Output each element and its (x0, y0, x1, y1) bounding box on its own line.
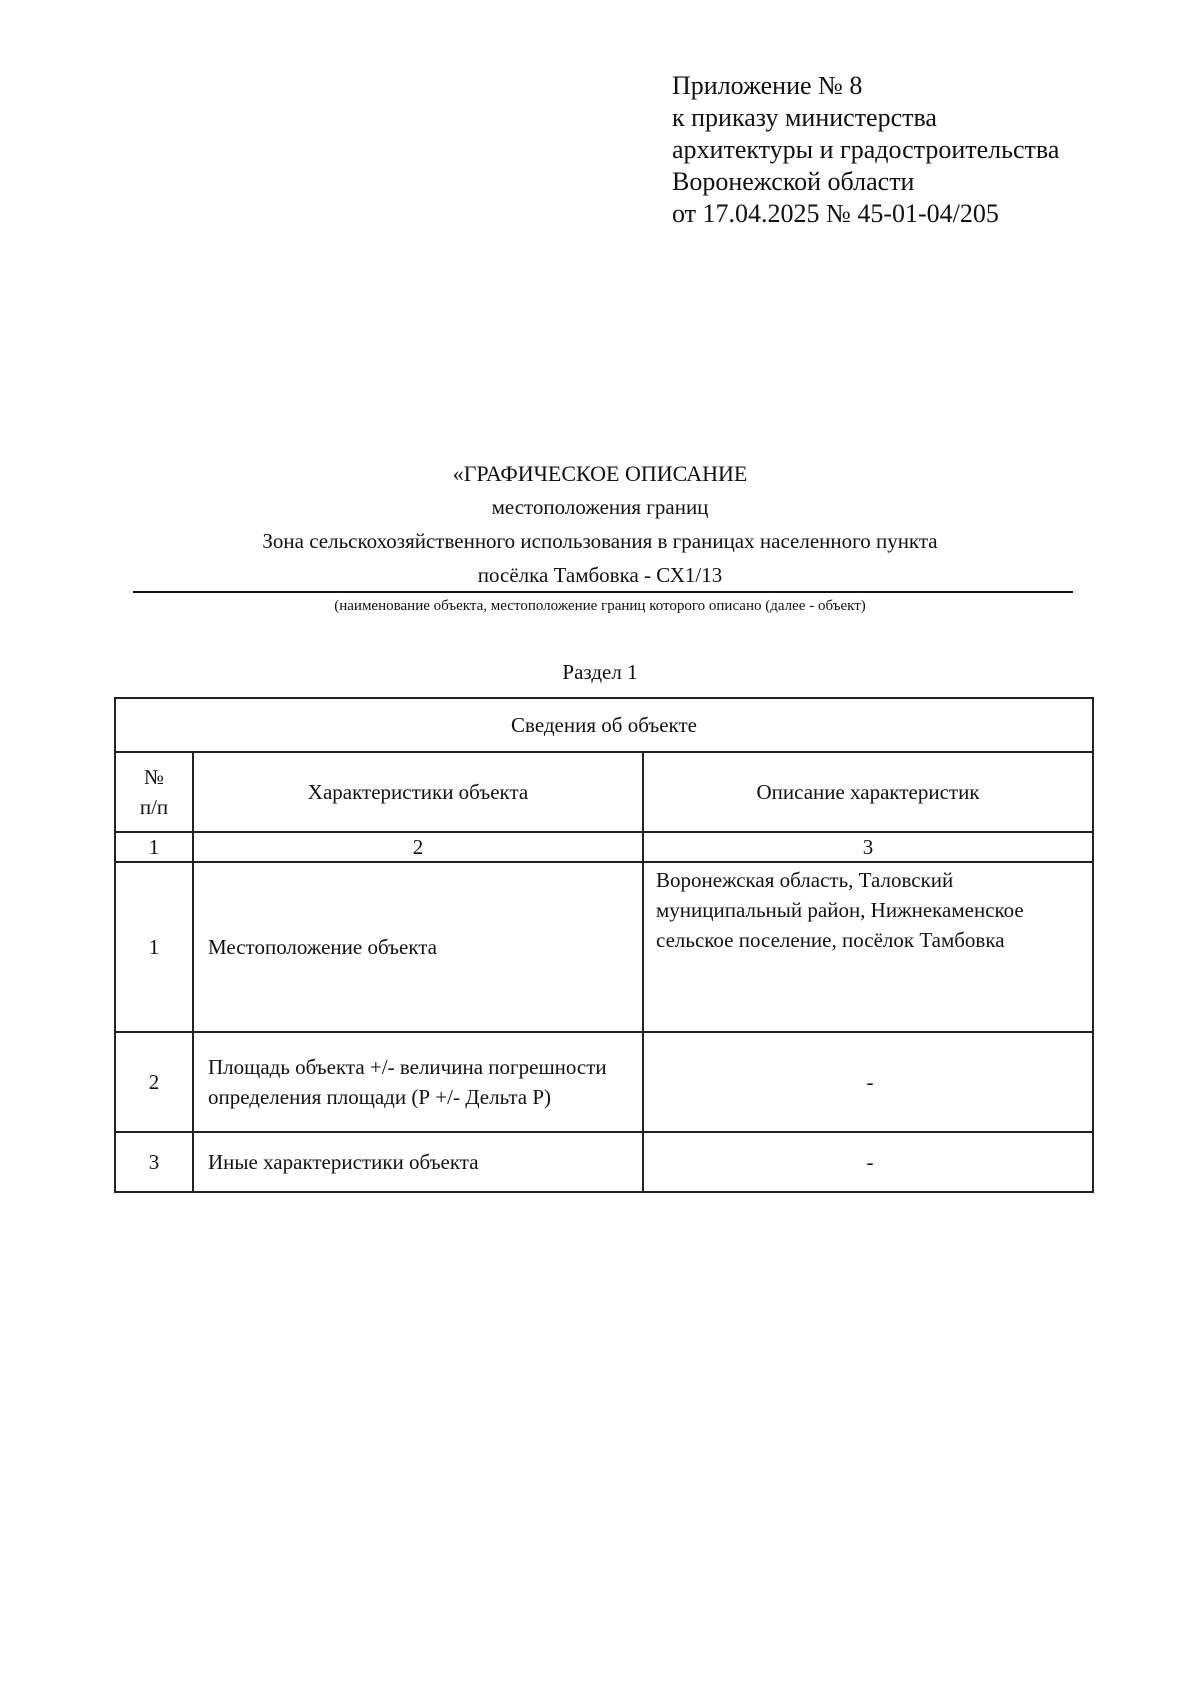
underline-rule (133, 591, 1073, 593)
title-block (0, 458, 1200, 592)
row-characteristic: Местоположение объекта (193, 862, 643, 1032)
header-num-line2: п/п (139, 795, 169, 819)
document-subtitle: местоположения границ (491, 495, 709, 519)
appendix-block (672, 70, 1059, 230)
row-number: 3 (115, 1132, 193, 1192)
header-num (115, 752, 193, 832)
column-index: 3 (643, 832, 1093, 862)
header-characteristics: Характеристики объекта (193, 752, 643, 832)
row-number: 2 (115, 1032, 193, 1132)
column-index: 1 (115, 832, 193, 862)
appendix-line: Приложение № 8 (672, 71, 863, 100)
row-number: 1 (115, 862, 193, 1032)
appendix-line: архитектуры и градостроительства (672, 135, 1060, 164)
column-index-row (115, 832, 1093, 862)
object-name-line-1: Зона сельскохозяйственного использования в границах населенного пункта (262, 529, 938, 553)
column-index: 2 (193, 832, 643, 862)
object-name-line-2: посёлка Тамбовка - СХ1/13 (477, 563, 723, 587)
table-row (115, 1032, 1093, 1132)
object-name-caption: (наименование объекта, местоположение границ которого описано (далее - объект) (334, 598, 866, 614)
table-caption-row (115, 698, 1093, 752)
table-caption: Сведения об объекте (115, 698, 1093, 752)
appendix-line: к приказу министерства (672, 103, 937, 132)
table-row (115, 1132, 1093, 1192)
header-num-line1: № (143, 765, 165, 789)
object-info-table (114, 697, 1094, 1193)
row-description: Воронежская область, Таловский муниципальный район, Нижнекаменское сельское поселение, посёлок Тамбовка (643, 862, 1093, 1032)
row-description: - (643, 1032, 1093, 1132)
table-header-row (115, 752, 1093, 832)
appendix-line: от 17.04.2025 № 45-01-04/205 (672, 199, 999, 228)
row-characteristic: Иные характеристики объекта (193, 1132, 643, 1192)
table-row (115, 862, 1093, 1032)
row-description: - (643, 1132, 1093, 1192)
appendix-line: Воронежской области (672, 167, 915, 196)
row-characteristic: Площадь объекта +/- величина погрешности определения площади (Р +/- Дельта Р) (193, 1032, 643, 1132)
document-title: «ГРАФИЧЕСКОЕ ОПИСАНИЕ (452, 461, 748, 486)
section-label: Раздел 1 (562, 660, 638, 684)
header-description: Описание характеристик (643, 752, 1093, 832)
